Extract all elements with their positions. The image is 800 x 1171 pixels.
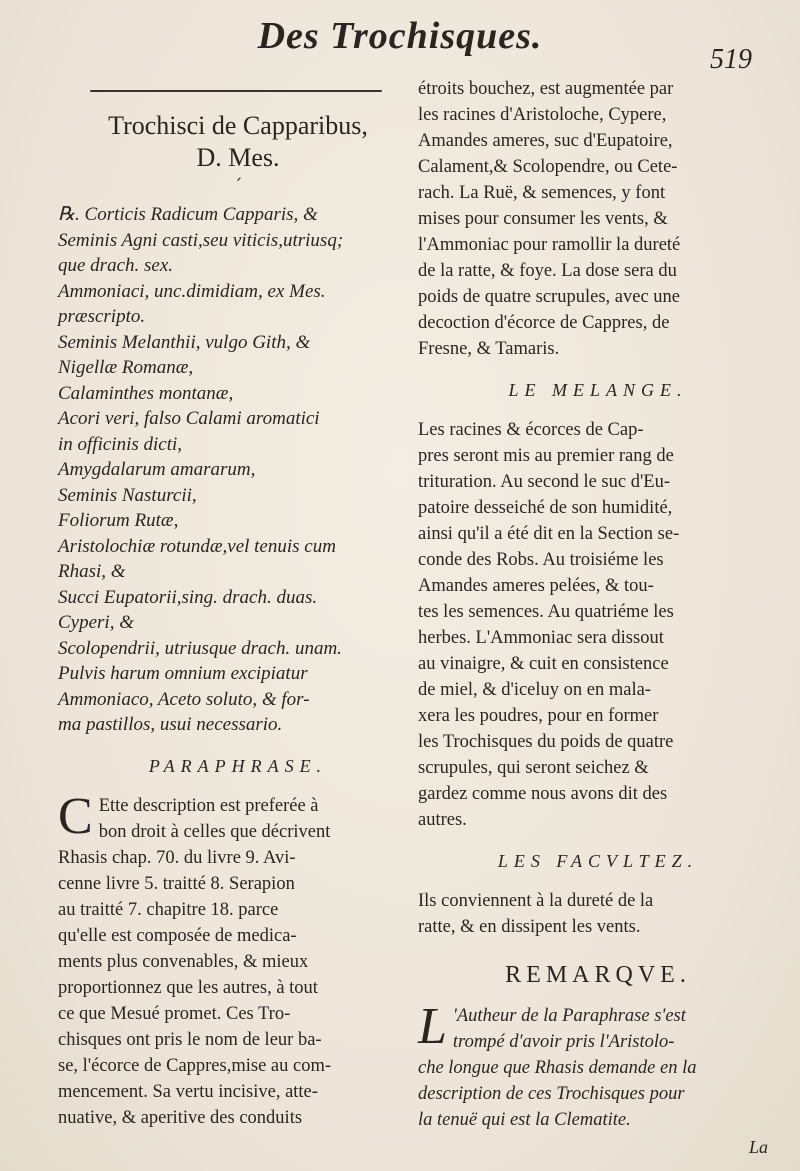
melange-text bbox=[418, 417, 778, 833]
recipe-line: Calaminthes montanæ, bbox=[58, 382, 234, 404]
recipe-line: Amygdalarum amararum, bbox=[58, 459, 256, 480]
recipe-line: Seminis Melanthii, vulgo Gith, & bbox=[58, 331, 311, 353]
continued-line: les racines d'Aristoloche, Cypere, bbox=[418, 105, 667, 125]
recipe-line: Ammoniaci, unc.dimidiam, ex Mes. bbox=[58, 280, 326, 302]
page-number: 519 bbox=[710, 44, 752, 75]
accent-mark: ´ bbox=[233, 176, 243, 197]
paraphrase-line: proportionnez que les autres, à tout bbox=[58, 977, 318, 998]
paraphrase-line: cenne livre 5. traitté 8. Serapion bbox=[58, 873, 295, 894]
recipe-line: Seminis Nasturcii, bbox=[58, 484, 197, 506]
section-title-line1: Trochisci de Capparibus, bbox=[108, 111, 368, 140]
recipe-block bbox=[58, 202, 418, 738]
melange-line: scrupules, qui seront seichez & bbox=[418, 758, 649, 778]
remarque-line: 'Autheur de la Paraphrase s'est bbox=[452, 1006, 686, 1026]
continued-line: Amandes ameres, suc d'Eupatoire, bbox=[418, 131, 673, 151]
recipe-line: in officinis dicti, bbox=[58, 433, 183, 455]
melange-line: trituration. Au second le suc d'Eu- bbox=[418, 472, 670, 492]
recipe-line: Succi Eupatorii,sing. drach. duas. bbox=[58, 586, 318, 608]
melange-line: herbes. L'Ammoniac sera dissout bbox=[418, 628, 664, 648]
melange-line: autres. bbox=[418, 810, 467, 830]
recipe-line: ma pastillos, usui necessario. bbox=[58, 714, 283, 735]
paraphrase-line: ments plus convenables, & mieux bbox=[58, 951, 309, 972]
recipe-line: præscripto. bbox=[58, 306, 146, 327]
remarque-text bbox=[418, 998, 778, 1133]
recipe-line: Rhasi, & bbox=[58, 561, 126, 582]
paraphrase-line: nuative, & aperitive des conduits bbox=[58, 1107, 303, 1128]
facultez-line: ratte, & en dissipent les vents. bbox=[418, 917, 641, 937]
continued-line: Fresne, & Tamaris. bbox=[418, 339, 560, 359]
melange-line: les Trochisques du poids de quatre bbox=[418, 732, 674, 752]
melange-line: tes les semences. Au quatriéme les bbox=[418, 602, 674, 622]
recipe-line: Pulvis harum omnium excipiatur bbox=[58, 663, 308, 684]
remarque-line: description de ces Trochisques pour bbox=[418, 1084, 685, 1104]
paraphrase-line: chisques ont pris le nom de leur ba- bbox=[58, 1029, 322, 1050]
melange-heading: LE MELANGE. bbox=[508, 380, 688, 400]
recipe-line: Aristolochiæ rotundæ,vel tenuis cum bbox=[58, 535, 336, 557]
melange-line: gardez comme nous avons dit des bbox=[418, 784, 668, 804]
melange-line: Amandes ameres pelées, & tou- bbox=[418, 576, 654, 596]
melange-line: patoire desseiché de son humidité, bbox=[418, 498, 673, 518]
paraphrase-line: ce que Mesué promet. Ces Tro- bbox=[58, 1003, 291, 1024]
continued-text bbox=[418, 76, 778, 362]
continued-line: rach. La Ruë, & semences, y font bbox=[418, 183, 666, 203]
recipe-line: ℞. Corticis Radicum Capparis, & bbox=[58, 204, 318, 225]
header-rule bbox=[90, 90, 382, 92]
paraphrase-line: mencement. Sa vertu incisive, atte- bbox=[58, 1081, 318, 1102]
melange-line: au vinaigre, & cuit en consistence bbox=[418, 654, 669, 674]
melange-line: de miel, & d'iceluy on en mala- bbox=[418, 680, 651, 700]
melange-line: xera les poudres, pour en former bbox=[418, 706, 659, 726]
right-column bbox=[418, 76, 778, 1158]
paraphrase-line: qu'elle est composée de medica- bbox=[58, 925, 297, 946]
running-head: Des Trochisques. bbox=[257, 15, 543, 57]
paraphrase-line: Rhasis chap. 70. du livre 9. Avi- bbox=[58, 847, 296, 868]
paraphrase-heading: PARAPHRASE. bbox=[148, 755, 328, 776]
continued-line: étroits bouchez, est augmentée par bbox=[418, 79, 674, 99]
remarque-line: trompé d'avoir pris l'Aristolo- bbox=[452, 1032, 675, 1052]
continued-line: mises pour consumer les vents, & bbox=[418, 209, 668, 229]
recipe-line: que drach. sex. bbox=[58, 255, 174, 276]
paraphrase-text bbox=[58, 787, 418, 1131]
paraphrase-line: Ette description est preferée à bbox=[98, 795, 319, 816]
drop-cap: C bbox=[58, 787, 93, 845]
recipe-line: Seminis Agni casti,seu viticis,utriusq; bbox=[58, 229, 344, 251]
paraphrase-line: au traitté 7. chapitre 18. parce bbox=[58, 899, 279, 920]
paraphrase-line: bon droit à celles que décrivent bbox=[98, 821, 331, 842]
recipe-line: Acori veri, falso Calami aromatici bbox=[58, 408, 320, 429]
section-title-line2: D. Mes. bbox=[196, 143, 280, 172]
melange-line: conde des Robs. Au troisiéme les bbox=[418, 550, 664, 570]
continued-line: de la ratte, & foye. La dose sera du bbox=[418, 261, 677, 281]
remarque-line: che longue que Rhasis demande en la bbox=[418, 1058, 697, 1078]
facultez-heading: LES FACVLTEZ. bbox=[497, 851, 699, 871]
recipe-line: Ammoniaco, Aceto soluto, & for- bbox=[58, 688, 310, 710]
remarque-heading: REMARQVE. bbox=[505, 962, 691, 988]
recipe-line: Nigellæ Romanæ, bbox=[58, 357, 194, 378]
left-column bbox=[58, 80, 418, 1131]
recipe-line: Cyperi, & bbox=[58, 612, 134, 633]
catchword: La bbox=[748, 1137, 768, 1157]
continued-line: Calament,& Scolopendre, ou Cete- bbox=[418, 157, 678, 177]
facultez-line: Ils conviennent à la dureté de la bbox=[418, 891, 654, 911]
continued-line: l'Ammoniac pour ramollir la dureté bbox=[418, 235, 681, 255]
facultez-text bbox=[418, 888, 778, 940]
melange-line: ainsi qu'il a été dit en la Section se- bbox=[418, 524, 680, 544]
recipe-line: Scolopendrii, utriusque drach. unam. bbox=[58, 637, 342, 659]
remarque-line: la tenuë qui est la Clematite. bbox=[418, 1110, 631, 1130]
melange-line: Les racines & écorces de Cap- bbox=[418, 420, 644, 440]
continued-line: decoction d'écorce de Cappres, de bbox=[418, 313, 670, 333]
continued-line: poids de quatre scrupules, avec une bbox=[418, 287, 680, 307]
paraphrase-line: se, l'écorce de Cappres,mise au com- bbox=[58, 1055, 332, 1076]
melange-line: pres seront mis au premier rang de bbox=[418, 446, 674, 466]
recipe-line: Foliorum Rutæ, bbox=[58, 510, 179, 531]
drop-cap: L bbox=[418, 998, 447, 1055]
